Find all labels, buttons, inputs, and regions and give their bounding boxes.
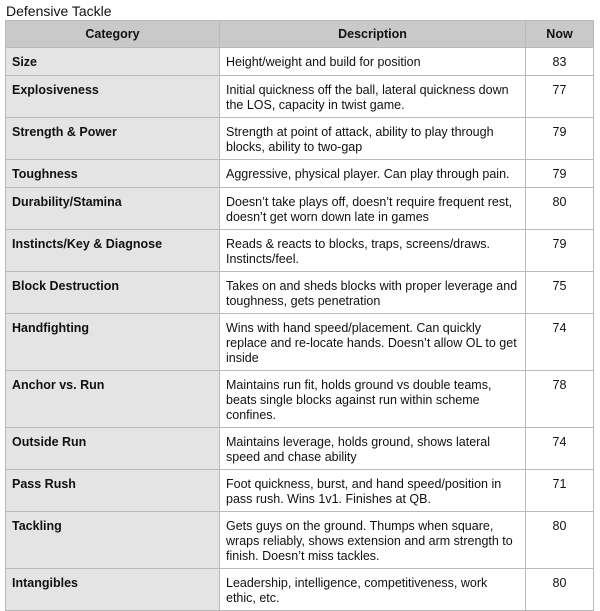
category-cell: Explosiveness: [6, 76, 220, 118]
now-cell: 74: [526, 314, 594, 371]
now-cell: 80: [526, 188, 594, 230]
description-cell: Initial quickness off the ball, lateral quickness down the LOS, capacity in twist game.: [220, 76, 526, 118]
table-row: [6, 118, 594, 160]
description-cell: Doesn’t take plays off, doesn’t require frequent rest, doesn’t get worn down late in games: [220, 188, 526, 230]
category-cell: Durability/Stamina: [6, 188, 220, 230]
table-row: [6, 569, 594, 611]
category-cell: Pass Rush: [6, 470, 220, 512]
now-cell: 79: [526, 230, 594, 272]
description-cell: Takes on and sheds blocks with proper leverage and toughness, gets penetration: [220, 272, 526, 314]
table-row: [6, 371, 594, 428]
description-cell: Strength at point of attack, ability to play through blocks, ability to two-gap: [220, 118, 526, 160]
table-row: [6, 48, 594, 76]
description-cell: Leadership, intelligence, competitiveness, work ethic, etc.: [220, 569, 526, 611]
now-cell: 79: [526, 118, 594, 160]
column-header-description: Description: [220, 21, 526, 48]
now-cell: 83: [526, 48, 594, 76]
table-row: [6, 470, 594, 512]
now-cell: 80: [526, 512, 594, 569]
description-cell: Wins with hand speed/placement. Can quickly replace and re-locate hands. Doesn’t allow OL to get inside: [220, 314, 526, 371]
now-cell: 80: [526, 569, 594, 611]
description-cell: Reads & reacts to blocks, traps, screens/draws. Instincts/feel.: [220, 230, 526, 272]
category-cell: Handfighting: [6, 314, 220, 371]
now-cell: 74: [526, 428, 594, 470]
column-header-now: Now: [526, 21, 594, 48]
description-cell: Maintains leverage, holds ground, shows lateral speed and chase ability: [220, 428, 526, 470]
category-cell: Outside Run: [6, 428, 220, 470]
category-cell: Anchor vs. Run: [6, 371, 220, 428]
category-cell: Intangibles: [6, 569, 220, 611]
now-cell: 78: [526, 371, 594, 428]
category-cell: Tackling: [6, 512, 220, 569]
table-row: [6, 188, 594, 230]
now-cell: 79: [526, 160, 594, 188]
category-cell: Strength & Power: [6, 118, 220, 160]
category-cell: Size: [6, 48, 220, 76]
description-cell: Aggressive, physical player. Can play through pain.: [220, 160, 526, 188]
table-row: [6, 428, 594, 470]
description-cell: Maintains run fit, holds ground vs double teams, beats single blocks against run within scheme confines.: [220, 371, 526, 428]
category-cell: Block Destruction: [6, 272, 220, 314]
table-row: [6, 230, 594, 272]
category-cell: Instincts/Key & Diagnose: [6, 230, 220, 272]
column-header-category: Category: [6, 21, 220, 48]
description-cell: Foot quickness, burst, and hand speed/position in pass rush. Wins 1v1. Finishes at QB.: [220, 470, 526, 512]
now-cell: 71: [526, 470, 594, 512]
table-row: [6, 512, 594, 569]
table-row: [6, 314, 594, 371]
now-cell: 77: [526, 76, 594, 118]
table-row: [6, 76, 594, 118]
table-row: [6, 160, 594, 188]
now-cell: 75: [526, 272, 594, 314]
description-cell: Height/weight and build for position: [220, 48, 526, 76]
page-title: Defensive Tackle: [6, 3, 112, 19]
grades-table: [5, 20, 594, 611]
table-row: [6, 272, 594, 314]
header-row: [6, 21, 594, 48]
category-cell: Toughness: [6, 160, 220, 188]
description-cell: Gets guys on the ground. Thumps when square, wraps reliably, shows extension and arm strength to finish. Doesn’t miss tackles.: [220, 512, 526, 569]
